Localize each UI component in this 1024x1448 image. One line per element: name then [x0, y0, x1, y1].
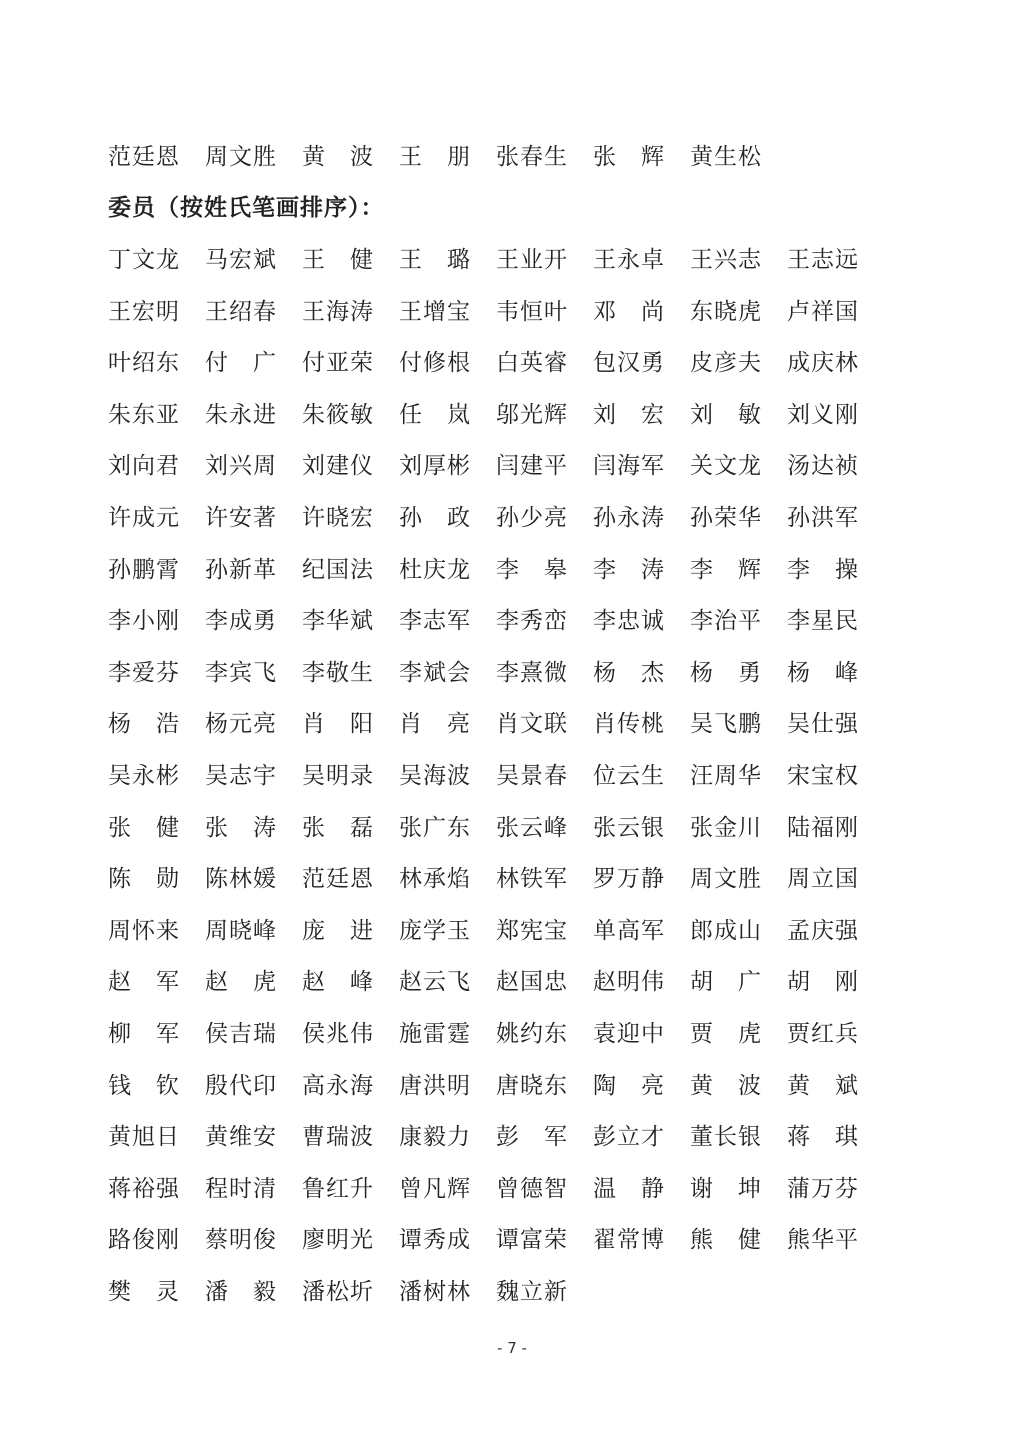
member-name: 唐洪明 [399, 1073, 471, 1099]
member-name: 吴景春 [496, 763, 568, 789]
member-name: 刘向君 [108, 453, 180, 479]
members-row [108, 240, 908, 280]
member-name: 朱永进 [205, 402, 277, 428]
member-name: 刘 敏 [690, 402, 762, 428]
member-name: 袁迎中 [593, 1021, 665, 1047]
member-name: 谭富荣 [496, 1227, 568, 1253]
member-name: 邬光辉 [496, 402, 568, 428]
member-name: 吴志宇 [205, 763, 277, 789]
member-name: 成庆林 [787, 350, 859, 376]
member-name: 包汉勇 [593, 350, 665, 376]
member-name: 杨 勇 [690, 660, 762, 686]
member-name: 孟庆强 [787, 918, 859, 944]
member-name: 唐晓东 [496, 1073, 568, 1099]
member-name: 刘兴周 [205, 453, 277, 479]
member-name: 魏立新 [496, 1279, 568, 1305]
member-name: 张 健 [108, 815, 180, 841]
member-name: 汪周华 [690, 763, 762, 789]
members-row [108, 1014, 908, 1054]
member-name: 张广东 [399, 815, 471, 841]
member-name: 路俊刚 [108, 1227, 180, 1253]
member-name: 杨 峰 [787, 660, 859, 686]
member-name: 汤达祯 [787, 453, 859, 479]
member-name: 蔡明俊 [205, 1227, 277, 1253]
member-name: 李 操 [787, 557, 859, 583]
member-name: 李成勇 [205, 608, 277, 634]
member-name: 李斌会 [399, 660, 471, 686]
member-name: 鲁红升 [302, 1176, 374, 1202]
member-name: 孙 政 [399, 505, 471, 531]
member-name: 胡 广 [690, 969, 762, 995]
member-name: 侯吉瑞 [205, 1021, 277, 1047]
member-name: 熊华平 [787, 1227, 859, 1253]
name-cell: 张 辉 [593, 144, 665, 170]
member-name: 温 静 [593, 1176, 665, 1202]
member-name: 高永海 [302, 1073, 374, 1099]
members-row [108, 962, 908, 1002]
member-name: 李小刚 [108, 608, 180, 634]
member-name: 纪国法 [302, 557, 374, 583]
member-name: 任 岚 [399, 402, 471, 428]
member-name: 蒲万芬 [787, 1176, 859, 1202]
member-name: 罗万静 [593, 866, 665, 892]
member-name: 姚约东 [496, 1021, 568, 1047]
members-row [108, 343, 908, 383]
member-name: 熊 健 [690, 1227, 762, 1253]
member-name: 郑宪宝 [496, 918, 568, 944]
name-cell: 王 朋 [399, 144, 471, 170]
member-name: 贾红兵 [787, 1021, 859, 1047]
members-row [108, 1066, 908, 1106]
members-row [108, 756, 908, 796]
member-name: 殷代印 [205, 1073, 277, 1099]
member-name: 钱 钦 [108, 1073, 180, 1099]
member-name: 庞 进 [302, 918, 374, 944]
member-name: 肖 阳 [302, 711, 374, 737]
member-name: 樊 灵 [108, 1279, 180, 1305]
member-name: 王永卓 [593, 247, 665, 273]
member-name: 潘松圻 [302, 1279, 374, 1305]
member-name: 周立国 [787, 866, 859, 892]
member-name: 赵明伟 [593, 969, 665, 995]
member-name: 李忠诚 [593, 608, 665, 634]
member-name: 李秀峦 [496, 608, 568, 634]
member-name: 孙永涛 [593, 505, 665, 531]
members-row [108, 292, 908, 332]
members-heading: 委员（按姓氏笔画排序）： [108, 194, 385, 221]
member-name: 孙鹏霄 [108, 557, 180, 583]
member-name: 彭立才 [593, 1124, 665, 1150]
member-name: 肖文联 [496, 711, 568, 737]
member-name: 孙少亮 [496, 505, 568, 531]
member-name: 李 涛 [593, 557, 665, 583]
member-name: 侯兆伟 [302, 1021, 374, 1047]
members-row [108, 498, 908, 538]
member-name: 廖明光 [302, 1227, 374, 1253]
member-name: 付亚荣 [302, 350, 374, 376]
page-number: - 7 - [497, 1339, 527, 1357]
member-name: 李志军 [399, 608, 471, 634]
member-name: 彭 军 [496, 1124, 568, 1150]
member-name: 王志远 [787, 247, 859, 273]
member-name: 张 磊 [302, 815, 374, 841]
member-name: 邓 尚 [593, 299, 665, 325]
members-row [108, 808, 908, 848]
member-name: 王海涛 [302, 299, 374, 325]
member-name: 郎成山 [690, 918, 762, 944]
member-name: 朱筱敏 [302, 402, 374, 428]
name-cell: 黄生松 [690, 144, 762, 170]
member-name: 王兴志 [690, 247, 762, 273]
member-name: 王业开 [496, 247, 568, 273]
member-name: 关文龙 [690, 453, 762, 479]
member-name: 刘 宏 [593, 402, 665, 428]
member-name: 周怀来 [108, 918, 180, 944]
member-name: 王绍春 [205, 299, 277, 325]
member-name: 赵云飞 [399, 969, 471, 995]
member-name: 黄维安 [205, 1124, 277, 1150]
member-name: 韦恒叶 [496, 299, 568, 325]
member-name: 吴永彬 [108, 763, 180, 789]
member-name: 王增宝 [399, 299, 471, 325]
member-name: 潘树林 [399, 1279, 471, 1305]
member-name: 刘义刚 [787, 402, 859, 428]
member-name: 吴明录 [302, 763, 374, 789]
member-name: 刘厚彬 [399, 453, 471, 479]
member-name: 孙荣华 [690, 505, 762, 531]
members-row [108, 653, 908, 693]
member-name: 付修根 [399, 350, 471, 376]
member-name: 周晓峰 [205, 918, 277, 944]
member-name: 蒋 琪 [787, 1124, 859, 1150]
member-name: 东晓虎 [690, 299, 762, 325]
member-name: 孙洪军 [787, 505, 859, 531]
member-name: 许安著 [205, 505, 277, 531]
member-name: 朱东亚 [108, 402, 180, 428]
member-name: 范廷恩 [302, 866, 374, 892]
member-name: 杨 杰 [593, 660, 665, 686]
member-name: 杜庆龙 [399, 557, 471, 583]
member-name: 李华斌 [302, 608, 374, 634]
member-name: 张云银 [593, 815, 665, 841]
member-name: 李 皋 [496, 557, 568, 583]
member-name: 胡 刚 [787, 969, 859, 995]
member-name: 位云生 [593, 763, 665, 789]
member-name: 董长银 [690, 1124, 762, 1150]
member-name: 陶 亮 [593, 1073, 665, 1099]
members-row [108, 395, 908, 435]
members-row [108, 1220, 908, 1260]
member-name: 卢祥国 [787, 299, 859, 325]
member-name: 单高军 [593, 918, 665, 944]
member-name: 吴飞鹏 [690, 711, 762, 737]
member-name: 王 璐 [399, 247, 471, 273]
name-cell: 黄 波 [302, 144, 374, 170]
member-name: 李治平 [690, 608, 762, 634]
member-name: 翟常博 [593, 1227, 665, 1253]
member-name: 肖传桃 [593, 711, 665, 737]
member-name: 黄 斌 [787, 1073, 859, 1099]
member-name: 叶绍东 [108, 350, 180, 376]
members-row [108, 1169, 908, 1209]
member-name: 杨 浩 [108, 711, 180, 737]
member-name: 肖 亮 [399, 711, 471, 737]
member-name: 吴仕强 [787, 711, 859, 737]
member-name: 李爱芬 [108, 660, 180, 686]
member-name: 李敬生 [302, 660, 374, 686]
member-name: 张云峰 [496, 815, 568, 841]
member-name: 施雷霆 [399, 1021, 471, 1047]
member-name: 宋宝权 [787, 763, 859, 789]
member-name: 李 辉 [690, 557, 762, 583]
member-name: 张金川 [690, 815, 762, 841]
member-name: 陆福刚 [787, 815, 859, 841]
member-name: 曹瑞波 [302, 1124, 374, 1150]
member-name: 刘建仪 [302, 453, 374, 479]
member-name: 赵国忠 [496, 969, 568, 995]
members-row [108, 550, 908, 590]
member-name: 潘 毅 [205, 1279, 277, 1305]
member-name: 林铁军 [496, 866, 568, 892]
member-name: 王宏明 [108, 299, 180, 325]
member-name: 孙新革 [205, 557, 277, 583]
member-name: 马宏斌 [205, 247, 277, 273]
member-name: 林承焰 [399, 866, 471, 892]
member-name: 白英睿 [496, 350, 568, 376]
member-name: 闫海军 [593, 453, 665, 479]
members-row [108, 859, 908, 899]
member-name: 陈林媛 [205, 866, 277, 892]
member-name: 贾 虎 [690, 1021, 762, 1047]
members-row [108, 911, 908, 951]
member-name: 吴海波 [399, 763, 471, 789]
members-row [108, 446, 908, 486]
member-name: 庞学玉 [399, 918, 471, 944]
member-name: 谭秀成 [399, 1227, 471, 1253]
member-name: 周文胜 [690, 866, 762, 892]
member-name: 黄旭日 [108, 1124, 180, 1150]
member-name: 赵 军 [108, 969, 180, 995]
member-name: 付 广 [205, 350, 277, 376]
name-cell: 张春生 [496, 144, 568, 170]
member-name: 曾凡辉 [399, 1176, 471, 1202]
member-name: 丁文龙 [108, 247, 180, 273]
member-name: 柳 军 [108, 1021, 180, 1047]
member-name: 李宾飞 [205, 660, 277, 686]
member-name: 黄 波 [690, 1073, 762, 1099]
members-row [108, 1272, 908, 1312]
member-name: 许晓宏 [302, 505, 374, 531]
top-names-row [108, 137, 908, 177]
member-name: 陈 勋 [108, 866, 180, 892]
members-row [108, 1117, 908, 1157]
member-name: 曾德智 [496, 1176, 568, 1202]
name-cell: 范廷恩 [108, 144, 180, 170]
member-name: 王 健 [302, 247, 374, 273]
member-name: 程时清 [205, 1176, 277, 1202]
member-name: 康毅力 [399, 1124, 471, 1150]
members-row [108, 704, 908, 744]
member-name: 闫建平 [496, 453, 568, 479]
member-name: 杨元亮 [205, 711, 277, 737]
member-name: 蒋裕强 [108, 1176, 180, 1202]
member-name: 李熹微 [496, 660, 568, 686]
name-cell: 周文胜 [205, 144, 277, 170]
member-name: 赵 虎 [205, 969, 277, 995]
members-row [108, 601, 908, 641]
member-name: 赵 峰 [302, 969, 374, 995]
member-name: 许成元 [108, 505, 180, 531]
member-name: 李星民 [787, 608, 859, 634]
member-name: 皮彦夫 [690, 350, 762, 376]
member-name: 谢 坤 [690, 1176, 762, 1202]
member-name: 张 涛 [205, 815, 277, 841]
